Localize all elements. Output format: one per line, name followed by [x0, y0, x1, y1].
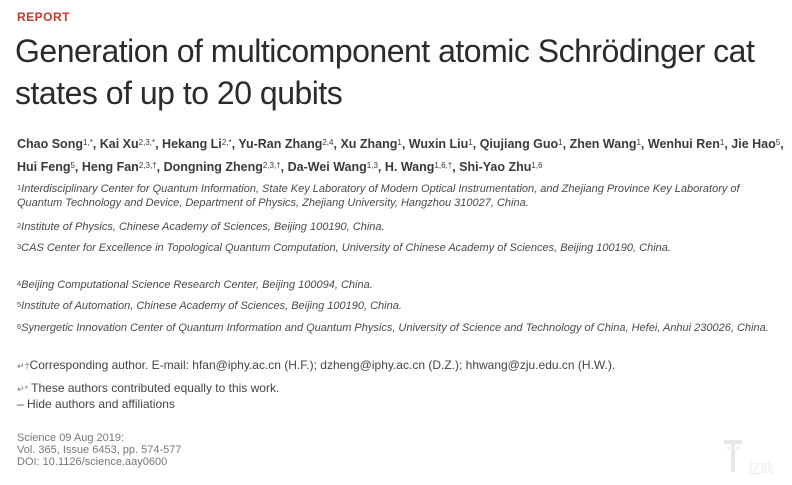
author-link[interactable] [238, 137, 333, 151]
author-affiliation-sup: 2,3,† [262, 161, 281, 170]
author-affiliation-sup: 1 [636, 138, 641, 147]
affiliation-number: 4 [17, 279, 22, 288]
affiliation-text: CAS Center for Excellence in Topological Quantum Computation, University of Chinese Academy of Sciences, Beijing 100190, China. [21, 242, 671, 254]
author-name: Jie Hao [731, 137, 776, 151]
equal-contribution-text: These authors contributed equally to this work. [28, 381, 280, 395]
author-affiliation-sup: 1 [558, 138, 563, 147]
affiliation-item [17, 182, 777, 210]
author-name: Xu Zhang [340, 137, 398, 151]
affiliation-item [17, 321, 777, 335]
watermark-text: 亿欧 [748, 461, 775, 476]
author-name: Shi-Yao Zhu [459, 160, 532, 174]
affiliation-number: 1 [17, 183, 22, 192]
author-list: Chao Song$^{1,*}$, Kai $Xu^{2,3,*}$, Hekang $Li^{2,*}$, Yu-Ran Zhang$^{2,4}$, Xu Zhang$^1$, Wuxin Liu$^1$, Qiujiang Guo$^1$, Zhen Wang$^1$, Wenhui Ren$^1$, Jie Hao$^5$, Hui Feng$^5$, Heng Fan$^{2,3,\dagger}$, Dongning Zheng$^{2,3,\dagger}$, Da-Wei Wang$^{1,3}$, H. Wang$^{1,6,\dagger}$, Shi-Yao Zhu$^{1,6}$ [17, 137, 784, 174]
journal-date: Science 09 Aug 2019: [17, 432, 125, 444]
author-link[interactable] [17, 160, 75, 174]
author-name: Da-Wei Wang [287, 160, 367, 174]
return-arrow-icon: ↵* [17, 384, 29, 394]
author-affiliation-sup: 2,3,† [138, 161, 157, 170]
author-name: Dongning Zheng [163, 160, 263, 174]
author-name: Yu-Ran Zhang [238, 137, 323, 151]
author-name: Hui Feng [17, 160, 71, 174]
author-link[interactable] [82, 160, 157, 174]
article-title: Generation of multicomponent atomic Schrödinger cat states of up to 20 qubits [15, 33, 755, 111]
affiliation-text: Beijing Computational Science Research Center, Beijing 100094, China. [21, 279, 373, 291]
publication-info [17, 432, 182, 468]
author-link[interactable] [409, 137, 473, 151]
author-name: Zhen Wang [569, 137, 637, 151]
affiliation-text: Synergetic Innovation Center of Quantum Information and Quantum Physics, University of Science and Technology of China, Hefei, Anhui 230026, China. [21, 322, 769, 334]
affiliation-number: 5 [17, 300, 22, 309]
author-link[interactable] [731, 137, 780, 151]
affiliation-item [17, 220, 777, 234]
author-link[interactable] [385, 160, 452, 174]
author-affiliation-sup: 2,3,* [138, 138, 156, 147]
affiliation-item [17, 278, 777, 292]
author-affiliation-sup: 2,4 [322, 138, 334, 147]
affiliation-item [17, 241, 777, 255]
author-name: Chao Song [17, 137, 83, 151]
affiliation-item [17, 299, 777, 313]
affiliation-text: Institute of Physics, Chinese Academy of Sciences, Beijing 100190, China. [21, 221, 385, 233]
author-affiliation-sup: 1 [719, 138, 725, 147]
author-link[interactable] [17, 137, 93, 151]
author-affiliation-sup: 5 [70, 161, 75, 170]
corresponding-text: Corresponding author. E-mail: hfan@iphy.ac.cn (H.F.); dzheng@iphy.ac.cn (D.Z.); hhwang@zju.edu.cn (H.W.). [29, 358, 616, 372]
author-affiliation-sup: 1,6 [531, 161, 543, 170]
author-link[interactable] [288, 160, 378, 174]
author-name: Heng Fan [81, 160, 139, 174]
return-arrow-icon: ↵† [17, 361, 30, 371]
author-name: Wenhui Ren [647, 137, 720, 151]
author-link[interactable] [480, 137, 563, 151]
author-name: Qiujiang Guo [479, 137, 559, 151]
author-link[interactable] [164, 160, 281, 174]
author-affiliation-sup: 1,6,† [434, 161, 453, 170]
affiliation-text: Interdisciplinary Center for Quantum Information, State Key Laboratory of Modern Optical Instrumentation, and Zhejiang Province Key Laboratory of Quantum Technology and Device, Department of Physics, Zhejiang University, Hangzhou 310027, China. [17, 183, 740, 209]
author-name: Wuxin Liu [408, 137, 469, 151]
author-link[interactable] [100, 137, 155, 151]
volume-issue: Vol. 365, Issue 6453, pp. 574-577 [17, 444, 182, 456]
author-affiliation-sup: 1 [468, 138, 473, 147]
watermark [718, 432, 784, 478]
author-link[interactable] [340, 137, 401, 151]
section-label: REPORT [17, 10, 71, 24]
equal-contribution-note [17, 381, 279, 397]
author-name: H. Wang [384, 160, 435, 174]
author-affiliation-sup: 1,3 [366, 161, 378, 170]
affiliation-number: 3 [17, 242, 22, 251]
author-affiliation-sup: 2,* [221, 138, 232, 147]
doi: DOI: 10.1126/science.aay0600 [17, 456, 168, 468]
hide-authors-toggle[interactable]: – Hide authors and affiliations [17, 397, 175, 411]
author-link[interactable] [570, 137, 641, 151]
corresponding-note [17, 358, 615, 374]
affiliation-number: 2 [17, 221, 22, 230]
author-link[interactable] [162, 137, 232, 151]
author-link[interactable] [459, 160, 542, 174]
affiliation-number: 6 [17, 322, 22, 331]
author-affiliation-sup: 1,* [82, 138, 93, 147]
affiliation-text: Institute of Automation, Chinese Academy of Sciences, Beijing 100190, China. [21, 300, 402, 312]
author-affiliation-sup: 1 [397, 138, 402, 147]
author-name: Hekang Li [162, 137, 222, 151]
author-affiliation-sup: 5 [775, 138, 781, 147]
author-link[interactable] [648, 137, 724, 151]
author-name: Kai Xu [99, 137, 139, 151]
